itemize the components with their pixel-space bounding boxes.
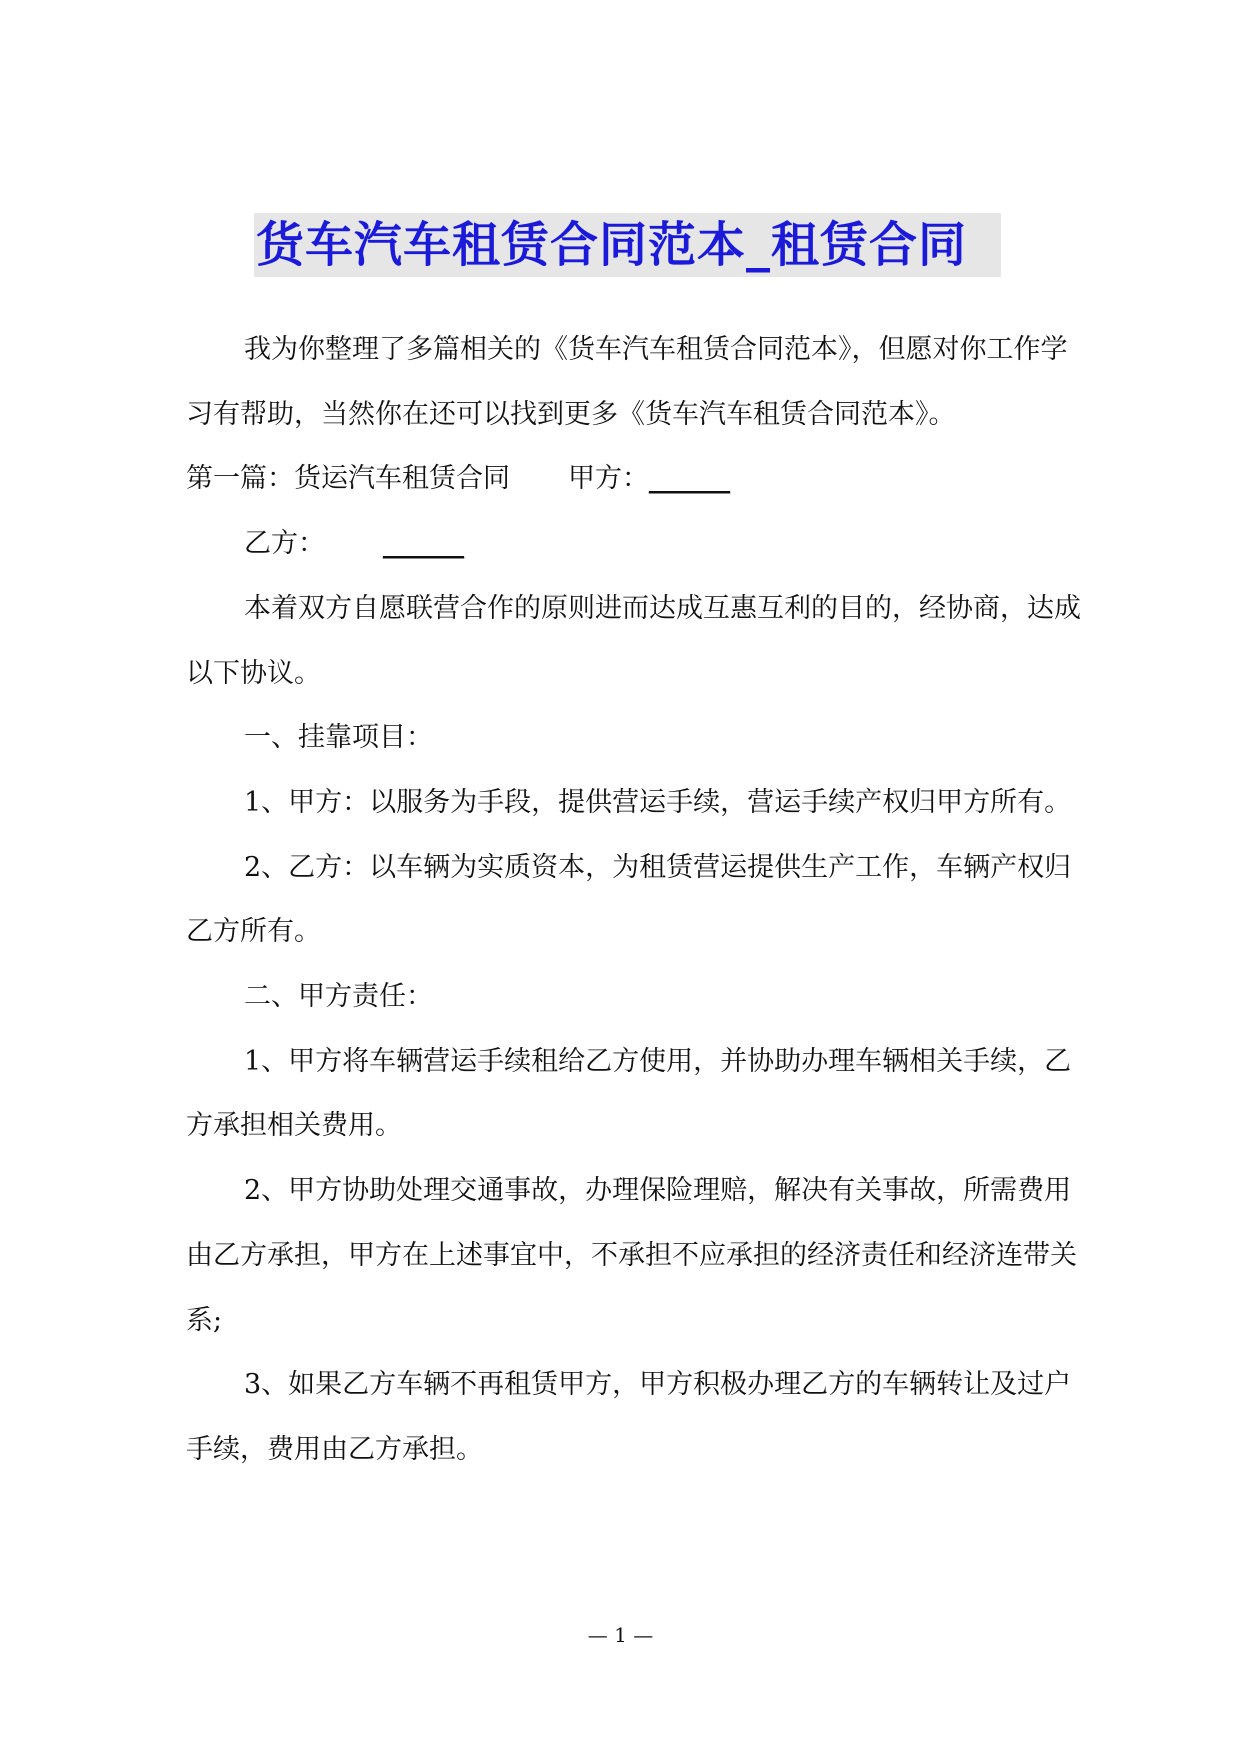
party-b-label: 乙方：	[244, 528, 325, 560]
first-article-heading: 第一篇：货运汽车租赁合同	[186, 463, 510, 495]
party-a-label: 甲方：	[568, 463, 649, 495]
principle-paragraph: 本着双方自愿联营合作的原则进而达成互惠互利的目的，经协商，达成以下协议。	[186, 592, 1081, 689]
page-number: — 1 —	[587, 1623, 654, 1647]
section1-item2: 2、乙方：以车辆为实质资本，为租赁营运提供生产工作，车辆产权归乙方所有。	[186, 851, 1072, 948]
section1-item1: 1、甲方：以服务为手段，提供营运手续，营运手续产权归甲方所有。	[244, 786, 1072, 818]
document-body	[186, 318, 1082, 1483]
section2-title: 二、甲方责任：	[244, 981, 433, 1013]
first-article-line	[186, 447, 1082, 512]
section2-item3: 3、如果乙方车辆不再租赁甲方，甲方积极办理乙方的车辆转让及过户手续，费用由乙方承担。	[186, 1369, 1072, 1465]
party-b-blank: ______	[383, 528, 464, 560]
title-highlight	[254, 213, 1001, 277]
section1-title: 一、挂靠项目：	[244, 722, 433, 754]
party-a-blank: ______	[649, 463, 730, 495]
party-b-line	[186, 512, 1082, 577]
intro-paragraph: 我为你整理了多篇相关的《货车汽车租赁合同范本》，但愿对你工作学习有帮助，当然你在还可以找到更多《货车汽车租赁合同范本》。	[186, 334, 1068, 430]
section2-item1: 1、甲方将车辆营运手续租给乙方使用，并协助办理车辆相关手续，乙方承担相关费用。	[186, 1045, 1072, 1142]
section2-item2: 2、甲方协助处理交通事故，办理保险理赔，解决有关事故，所需费用由乙方承担，甲方在上述事宜中，不承担不应承担的经济责任和经济连带关系;	[186, 1175, 1077, 1336]
document-title: 货车汽车租赁合同范本_租赁合同	[256, 217, 968, 273]
